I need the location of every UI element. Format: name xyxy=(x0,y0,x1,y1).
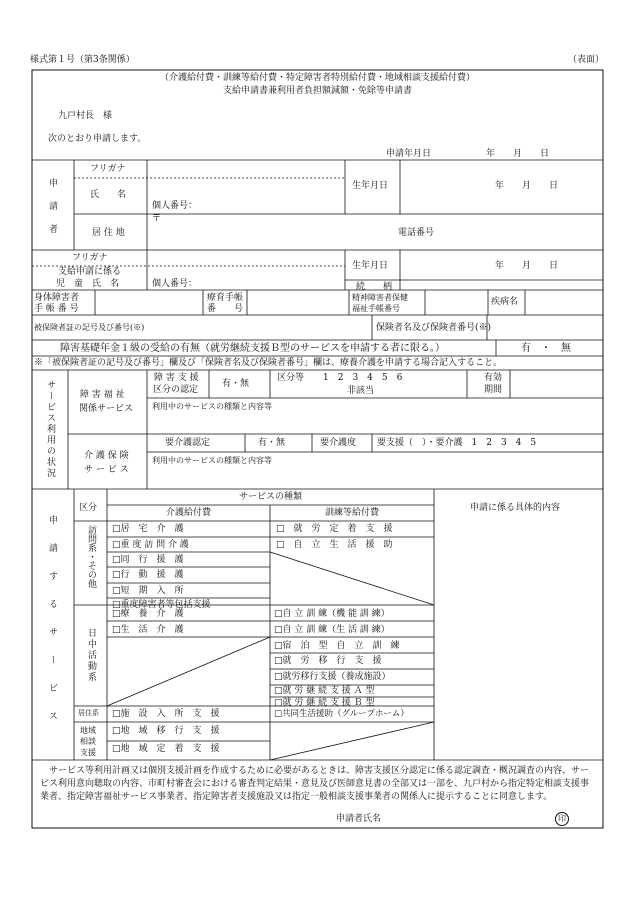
welfare-in-use-label: 利用中のサービスの種類と内容等 xyxy=(152,402,272,411)
applicant-birth-field[interactable]: 年 月 日 xyxy=(495,181,559,191)
detail-header: 申請に係る具体的内容 xyxy=(470,503,561,513)
pension-choice[interactable]: 有 ・ 無 xyxy=(521,343,571,354)
train-pay-header: 訓練等給付費 xyxy=(324,508,379,518)
welfare-label-2: 関係サービス xyxy=(79,404,134,414)
kubun-header: 区分 xyxy=(79,503,98,513)
care-pay-header: 介護給付費 xyxy=(165,508,211,518)
svc-train-day-6[interactable]: □就 労 継 続 支 援 Ａ 型 xyxy=(274,686,375,696)
applicant-section-label: 申請者 xyxy=(47,178,57,247)
care-in-use-label: 利用中のサービスの種類と内容等 xyxy=(152,456,272,465)
valid-label-1: 有効 xyxy=(484,373,503,383)
apply-date-label: 申請年月日 xyxy=(386,149,432,159)
service-kinds-header: サービスの種類 xyxy=(238,492,302,502)
child-birth-field[interactable]: 年 月 日 xyxy=(495,261,559,271)
applicant-name-label: 氏 名 xyxy=(90,190,127,200)
child-label-2: 児 童 氏 名 xyxy=(56,279,120,289)
svc-train-residence[interactable]: □共同生活援助（グループホーム） xyxy=(274,709,409,719)
svc-home-1[interactable]: □居 宅 介 護 xyxy=(112,524,184,534)
kubun-tier-options[interactable]: 1 2 3 4 5 6 xyxy=(323,373,403,383)
postal-mark: 〒 xyxy=(152,214,162,224)
pension-question: 障害基礎年金１級の受給の有無（就労継続支援Ｂ型のサービスを申請する者に限る。） xyxy=(60,343,445,354)
address-label: 居 住 地 xyxy=(92,228,125,238)
child-label-1: 支給申請に係る xyxy=(58,267,122,277)
group-residence-label: 居住系 xyxy=(78,709,99,717)
consent-text: サービス等利用計画又は個別支援計画を作成するために必要があるときは、障害支援区分認定に係る認定調査・概況調査の内容、サービス利用意向聴取の内容、市町村審査会における審査判定結果・意見及び医師意見書の全部又は一部を、九戸村から指定特定相談支援事業者、指定障害福祉サービス事業者、指定障害者支援施設又は指定一般相談支援事業者の関係人に提示することに同意します。 xyxy=(40,766,590,802)
kubun-label-1: 障 害 支 援 xyxy=(154,373,199,383)
intro-text: 次のとおり申請します。 xyxy=(48,134,147,144)
svc-train-day-4[interactable]: □就 労 移 行 支 援 xyxy=(274,656,382,666)
valid-label-2: 期間 xyxy=(484,385,503,395)
form-number: 様式第１号（第3条関係） xyxy=(30,55,135,65)
disease-label: 疾病名 xyxy=(491,297,519,307)
welfare-label-1: 障 害 福 祉 xyxy=(80,390,125,400)
svc-home-3[interactable]: □同 行 援 護 xyxy=(112,555,184,565)
group-community-label: 地域相談支援 xyxy=(80,726,96,757)
addressee: 九戸村長 様 xyxy=(58,111,113,121)
svc-home-6[interactable]: □重度障害者等包括支援 xyxy=(112,600,211,610)
kubun-label-2: 区分の認定 xyxy=(153,385,199,395)
title-line1: （介護給付費・訓練等給付費・特定障害者特別給付費・地域相談支援給付費） xyxy=(159,73,475,83)
applicant-birth-label: 生年月日 xyxy=(352,181,389,191)
page-side: （表面） xyxy=(568,55,605,65)
svc-train-day-1[interactable]: □自 立 訓 練（機 能 訓 練） xyxy=(274,609,390,619)
mental-cert-label-2: 福祉手帳番号 xyxy=(352,304,400,313)
relation-label: 続 柄 xyxy=(356,282,393,292)
svc-day-2[interactable]: □生 活 介 護 xyxy=(112,625,184,635)
care-level-options[interactable]: 要支援（ ）・要介護 1 2 3 4 5 xyxy=(377,438,537,448)
care-level-label: 要介護度 xyxy=(320,438,357,448)
svc-home-5[interactable]: □短 期 入 所 xyxy=(112,586,184,596)
seal-mark: 印 xyxy=(555,812,569,826)
svc-train-top-1[interactable]: □ 就 労 定 着 支 援 xyxy=(276,524,393,534)
svc-train-day-5[interactable]: □就労移行支援（養成施設） xyxy=(274,672,391,682)
physical-cert-label-1: 身体障害者 xyxy=(34,293,80,303)
svc-home-4[interactable]: □行 動 援 護 xyxy=(112,570,184,580)
care-cert-label: 要介護認定 xyxy=(165,438,211,448)
kubun-yesno[interactable]: 有・無 xyxy=(222,379,250,389)
applicant-furigana-label: フリガナ xyxy=(90,164,126,174)
phone-label: 電話番号 xyxy=(398,228,435,238)
insurance-note: ※「被保険者証の記号及び番号」欄及び「保険者名及び保険者番号」欄は、療養介護を申請する場合記入すること。 xyxy=(34,358,503,368)
insurer-no-label: 保険者名及び保険者番号(※) xyxy=(376,323,492,333)
care-label-1: 介 護 保 険 xyxy=(84,451,129,461)
svc-community-2[interactable]: □地 域 定 着 支 援 xyxy=(112,744,220,754)
svc-train-day-2[interactable]: □自 立 訓 練（生 活 訓 練） xyxy=(274,625,390,635)
care-cert-yesno[interactable]: 有・無 xyxy=(258,438,286,448)
signer-label: 申請者氏名 xyxy=(336,814,382,824)
mental-cert-label-1: 精神障害者保健 xyxy=(352,293,408,302)
apply-date-field[interactable]: 年 月 日 xyxy=(486,149,550,159)
group-home-label: 訪問系・その他 xyxy=(86,525,96,588)
group-day-label: 日中活動系 xyxy=(86,628,96,683)
services-section-label: 申請するサービス xyxy=(47,515,57,739)
svc-community-1[interactable]: □地 域 移 行 支 援 xyxy=(112,726,220,736)
applicant-personal-no[interactable]: 個人番号： xyxy=(152,201,198,211)
child-birth-label: 生年月日 xyxy=(352,261,389,271)
title-line2: 支給申請書兼利用者負担額減額・免除等申請書 xyxy=(222,86,412,96)
svc-day-1[interactable]: □療 養 介 護 xyxy=(112,609,184,619)
svc-residence[interactable]: □施 設 入 所 支 援 xyxy=(112,709,220,719)
svc-train-day-3[interactable]: □宿 泊 型 自 立 訓 練 xyxy=(274,641,400,651)
svc-train-day-7[interactable]: □就 労 継 続 支 援 Ｂ 型 xyxy=(274,698,375,708)
kubun-tier-label: 区分等 xyxy=(277,373,305,383)
insured-no-label: 被保険者証の記号及び番号(※) xyxy=(34,323,145,332)
svc-home-2[interactable]: □重 度 訪 問 介 護 xyxy=(112,540,189,550)
child-personal-no[interactable]: 個人番号： xyxy=(152,279,198,289)
ryoiku-label-1: 療育手帳 xyxy=(207,293,244,303)
svc-train-top-2[interactable]: □ 自 立 生 活 援 助 xyxy=(276,540,393,550)
usage-section-label: サービス利用の状況 xyxy=(45,380,55,479)
physical-cert-label-2: 手 帳 番 号 xyxy=(34,304,79,314)
child-furigana-label: フリガナ xyxy=(72,253,108,263)
ryoiku-label-2: 番 号 xyxy=(207,304,244,314)
care-label-2: サ ー ビ ス xyxy=(84,465,129,475)
kubun-none[interactable]: 非該当 xyxy=(347,386,375,396)
